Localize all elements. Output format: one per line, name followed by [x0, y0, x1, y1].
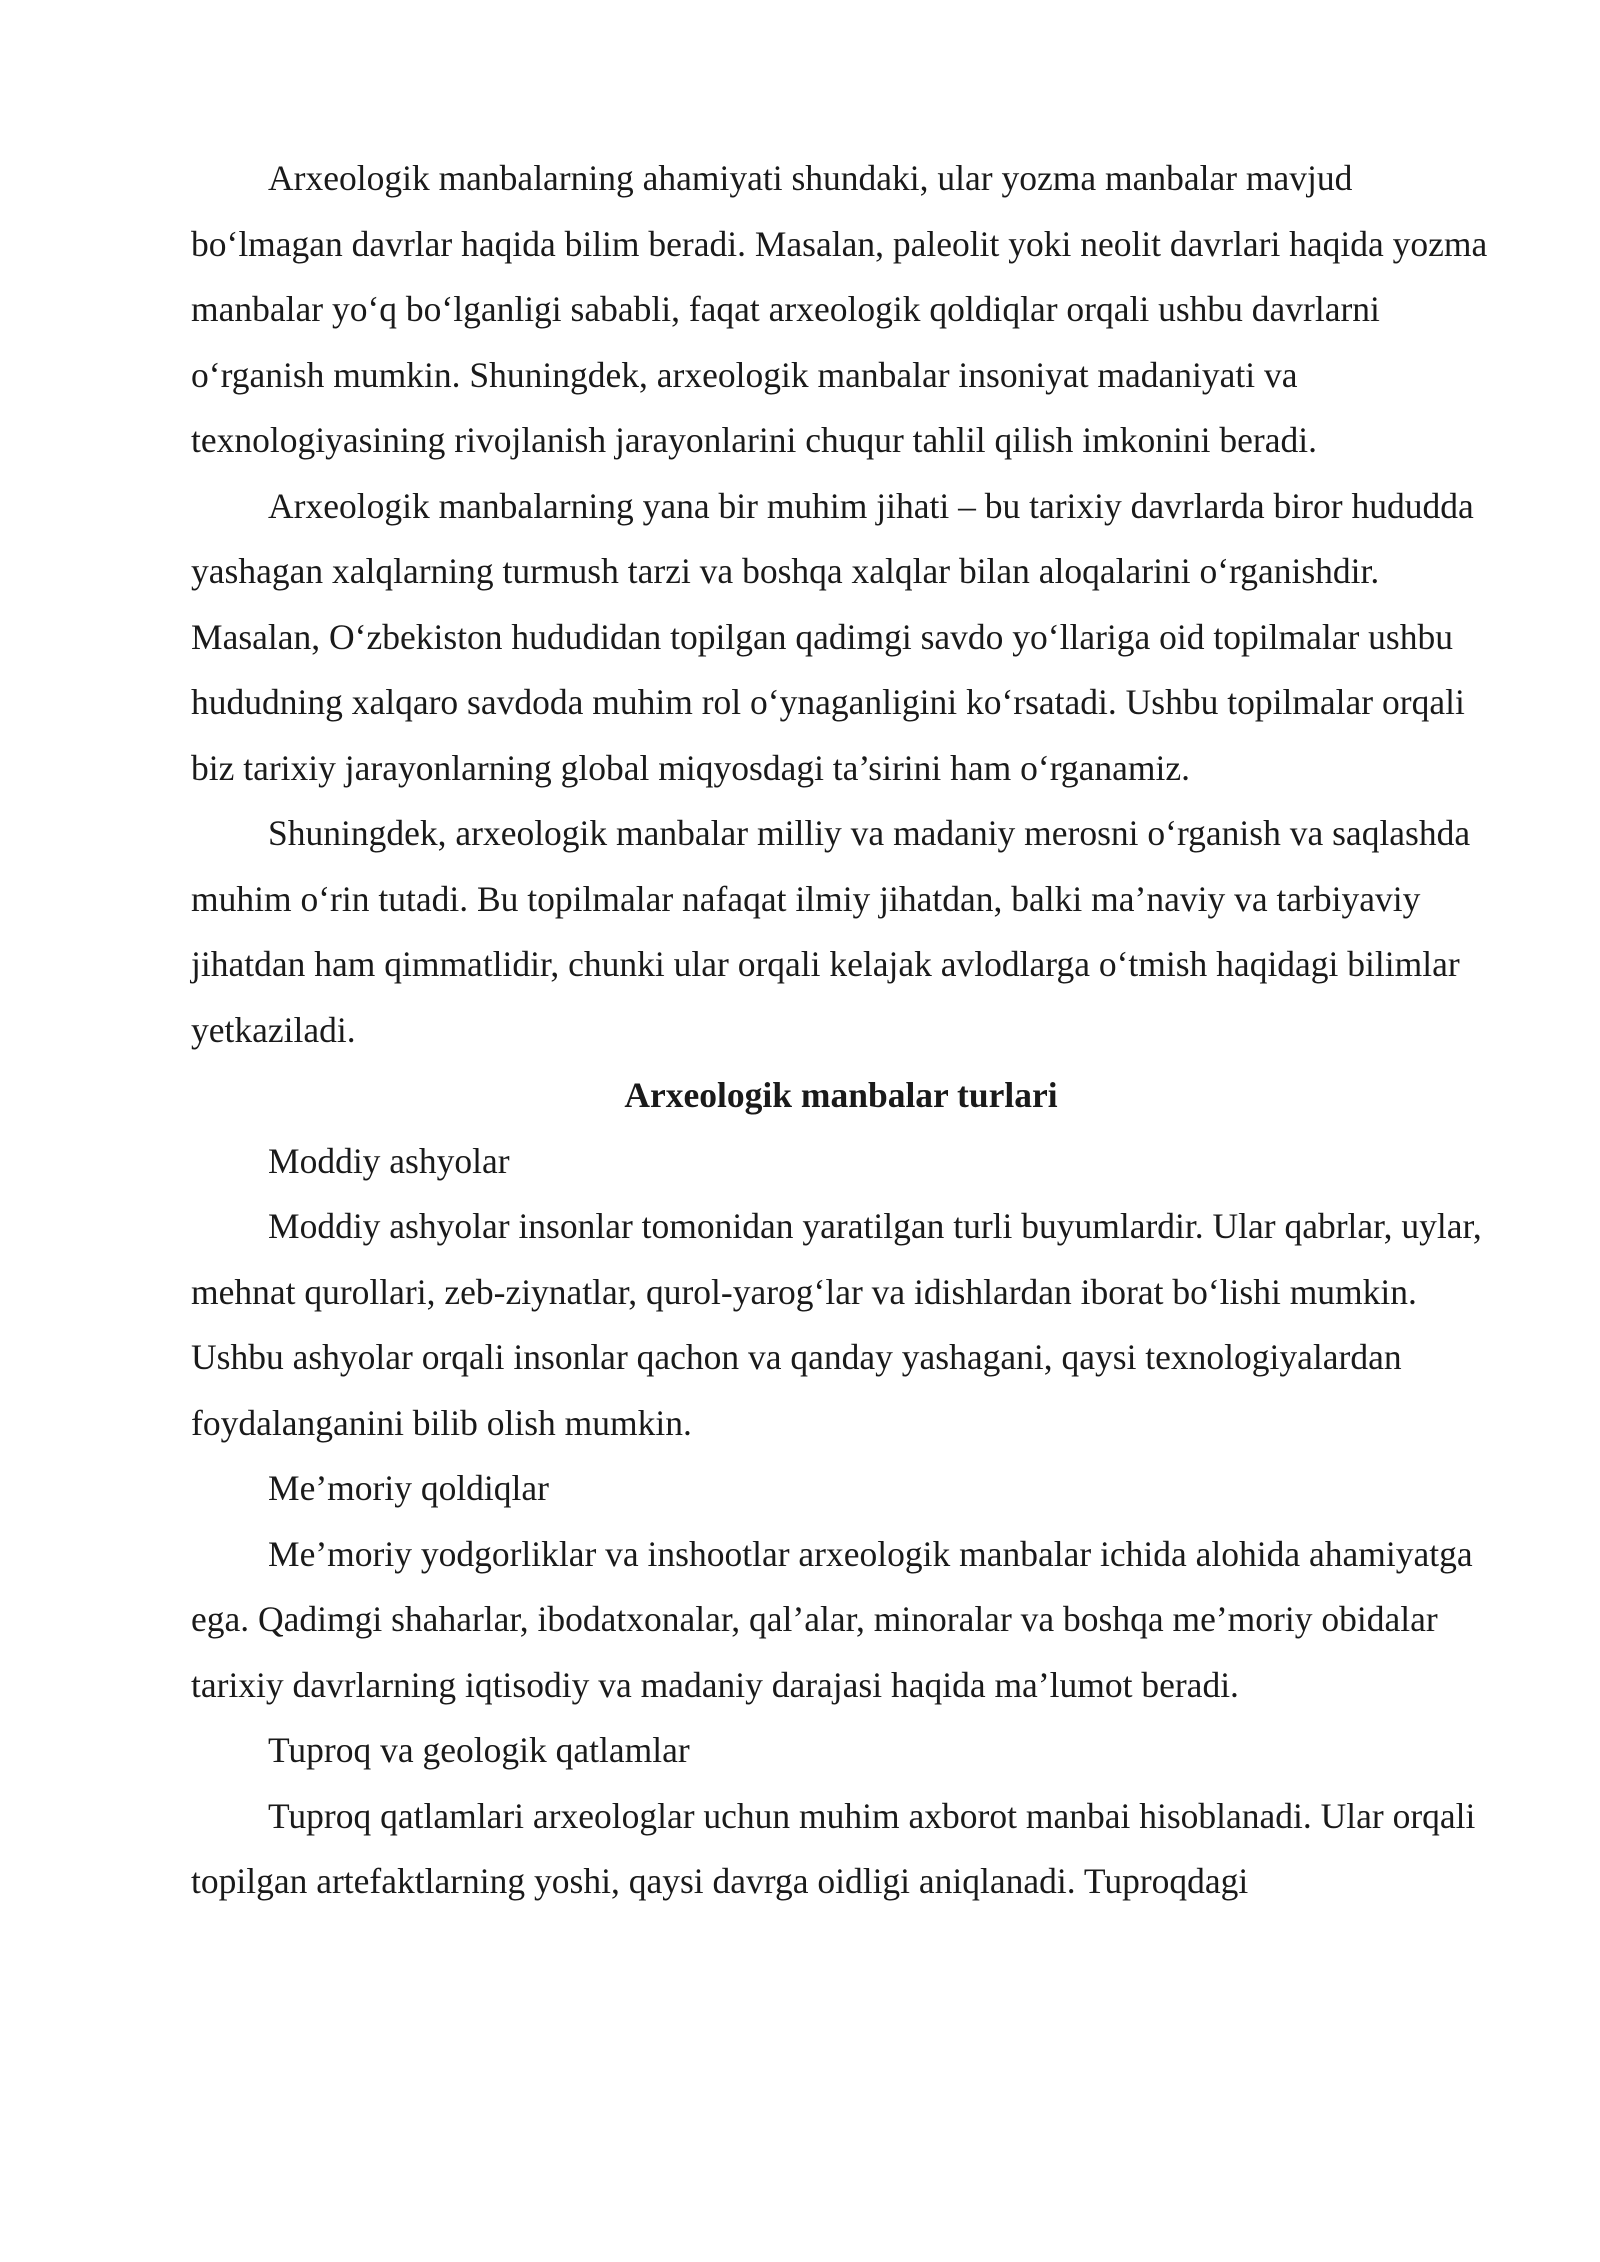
- subsection-title-architectural-remains: Me’moriy qoldiqlar: [268, 1468, 549, 1508]
- subsection-text-soil-layers: Tuproq qatlamlari arxeologlar uchun muhim axborot manbai hisoblanadi. Ular orqali topilgan artefaktlarning yoshi, qaysi davrga oidligi aniqlanadi. Tuproqdagi: [191, 1795, 1476, 1901]
- subsection-title-soil-layers: Tuproq va geologik qatlamlar: [268, 1730, 690, 1770]
- subsection-text-material-objects: Moddiy ashyolar insonlar tomonidan yaratilgan turli buyumlardir. Ular qabrlar, uylar, mehnat qurollari, zeb-ziynatlar, qurol-yarog‘lar va idishlardan iborat bo‘lishi mumkin. Ushbu ashyolar orqali insonlar qachon va qanday yashagani, qaysi texnologiyalardan foydalanganini bilib olish mumkin.: [191, 1206, 1482, 1443]
- subsection-text-architectural-remains: Me’moriy yodgorliklar va inshootlar arxeologik manbalar ichida alohida ahamiyatga ega. Qadimgi shaharlar, ibodatxonalar, qal’alar, minoralar va boshqa me’moriy obidalar tarixiy davrlarning iqtisodiy va madaniy darajasi haqida ma’lumot beradi.: [191, 1533, 1473, 1705]
- paragraph-heritage: Shuningdek, arxeologik manbalar milliy va madaniy merosni o‘rganish va saqlashda muhim o‘rin tutadi. Bu topilmalar nafaqat ilmiy jihatdan, balki ma’naviy va tarbiyaviy jihatdan ham qimmatlidir, chunki ular orqali kelajak avlodlarga o‘tmish haqidagi bilimlar yetkaziladi.: [191, 813, 1471, 1050]
- paragraph-trade-routes: Arxeologik manbalarning yana bir muhim jihati – bu tarixiy davrlarda biror hududda yashagan xalqlarning turmush tarzi va boshqa xalqlar bilan aloqalarini o‘rganishdir. Masalan, O‘zbekiston hududidan topilgan qadimgi savdo yo‘llariga oid topilmalar ushbu hududning xalqaro savdoda muhim rol o‘ynaganligini ko‘rsatadi. Ushbu topilmalar orqali biz tarixiy jarayonlarning global miqyosdagi ta’sirini ham o‘rganamiz.: [191, 485, 1474, 788]
- document-body: [191, 146, 1491, 1915]
- section-heading: Arxeologik manbalar turlari: [624, 1075, 1058, 1115]
- subsection-title-material-objects: Moddiy ashyolar: [268, 1140, 510, 1181]
- paragraph-significance: Arxeologik manbalarning ahamiyati shundaki, ular yozma manbalar mavjud bo‘lmagan davrlar haqida bilim beradi. Masalan, paleolit yoki neolit davrlari haqida yozma manbalar yo‘q bo‘lganligi sababli, faqat arxeologik qoldiqlar orqali ushbu davrlarni o‘rganish mumkin. Shuningdek, arxeologik manbalar insoniyat madaniyati va texnologiyasining rivojlanish jarayonlarini chuqur tahlil qilish imkonini beradi.: [191, 158, 1488, 460]
